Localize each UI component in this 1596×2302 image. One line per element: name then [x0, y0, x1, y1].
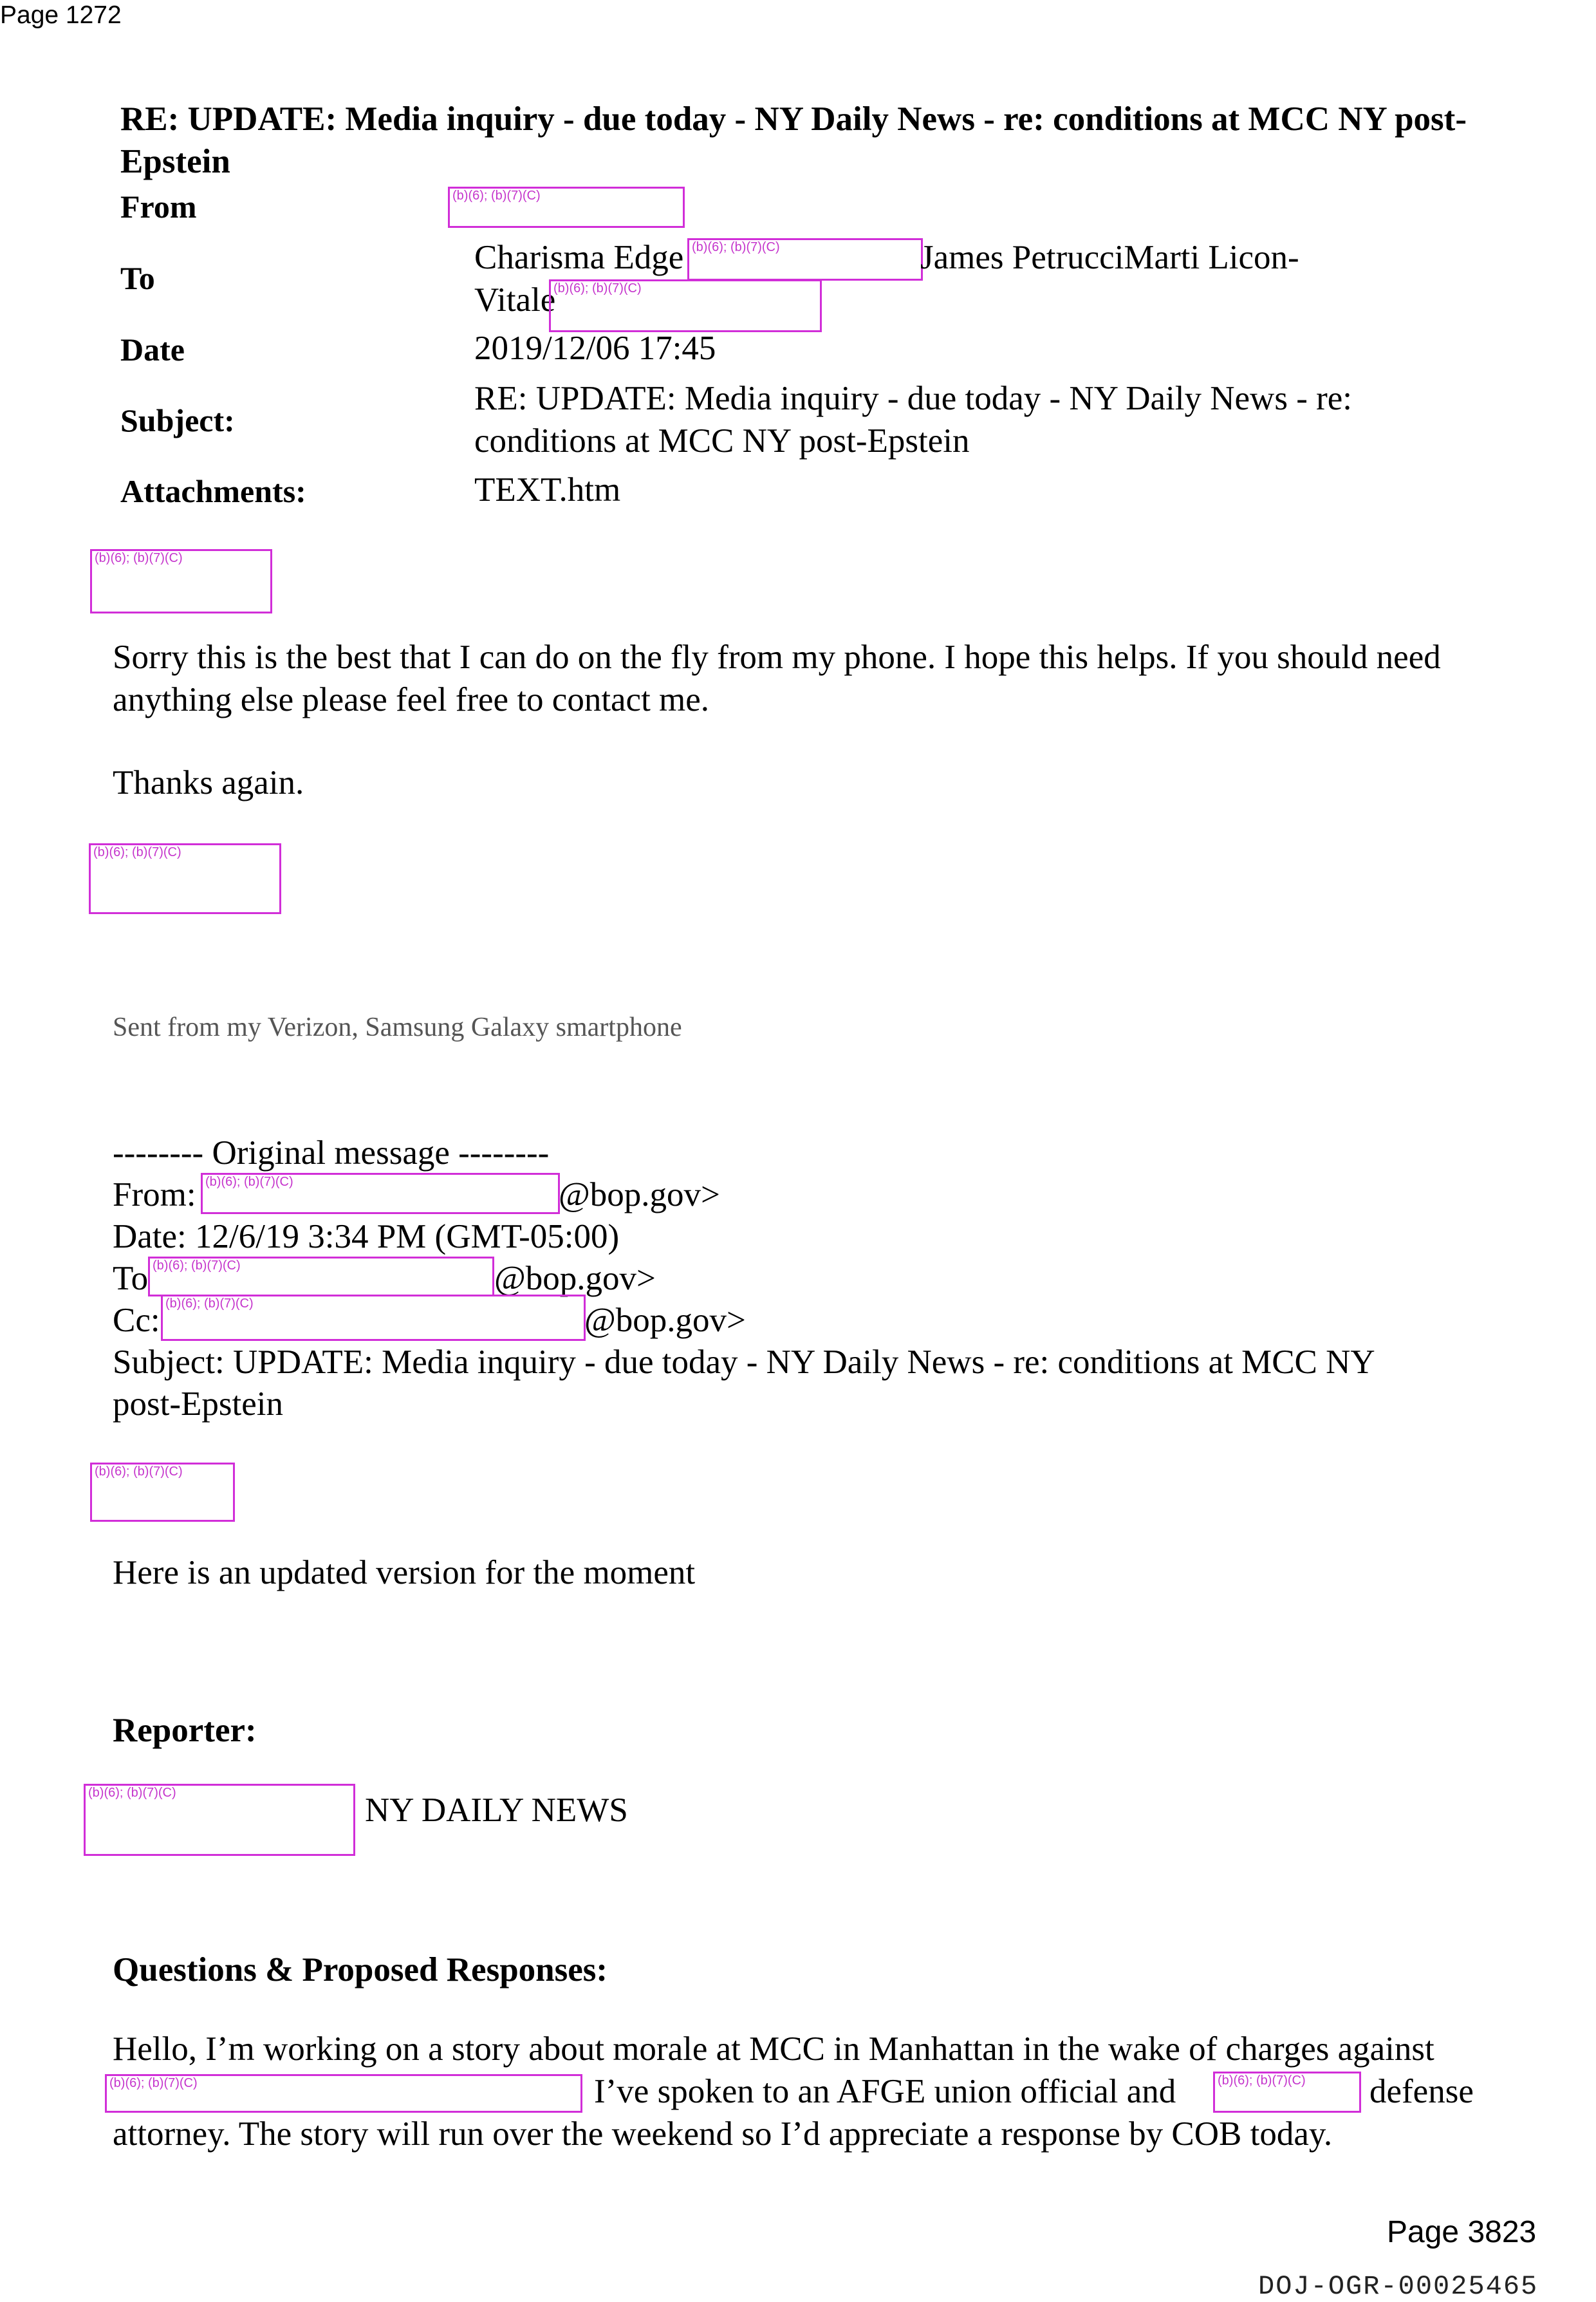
question-line-1: Hello, I’m working on a story about morale at MCC in Manhattan in the wake of charges against [113, 2030, 1434, 2068]
original-from-suffix: @bop.gov> [559, 1176, 720, 1213]
redaction-code: (b)(6); (b)(7)(C) [95, 1464, 183, 1479]
reply-line-1: Sorry this is the best that I can do on the fly from my phone. I hope this helps. If you should need [113, 639, 1441, 676]
redaction-code: (b)(6); (b)(7)(C) [692, 240, 780, 254]
to-value-line1-a: Charisma Edge [474, 239, 684, 276]
subject-value-line2: conditions at MCC NY post-Epstein [474, 422, 970, 460]
original-subject-line1: Subject: UPDATE: Media inquiry - due today - NY Daily News - re: conditions at MCC NY [113, 1343, 1375, 1381]
redaction-box [687, 238, 923, 281]
from-label: From [120, 189, 197, 225]
page-number-top: Page 1272 [0, 1, 122, 29]
redaction-code: (b)(6); (b)(7)(C) [1218, 2073, 1306, 2088]
redaction-box [448, 187, 685, 228]
reporter-outlet: NY DAILY NEWS [365, 1792, 628, 1829]
redaction-box [148, 1257, 494, 1296]
attachments-value: TEXT.htm [474, 471, 621, 509]
question-line-2-a: I’ve spoken to an AFGE union official and [594, 2073, 1176, 2110]
qa-label: Questions & Proposed Responses: [113, 1951, 608, 1989]
redaction-code: (b)(6); (b)(7)(C) [165, 1296, 254, 1311]
original-to-prefix: To [113, 1260, 149, 1297]
original-cc-prefix: Cc: [113, 1302, 160, 1339]
redaction-box [201, 1173, 560, 1214]
subject-label: Subject: [120, 402, 235, 438]
sent-from-signature: Sent from my Verizon, Samsung Galaxy smartphone [113, 1013, 682, 1042]
to-value-line1-b: James PetrucciMarti Licon- [920, 239, 1299, 276]
redaction-code: (b)(6); (b)(7)(C) [452, 189, 541, 203]
original-separator: -------- Original message -------- [113, 1134, 550, 1172]
date-value: 2019/12/06 17:45 [474, 330, 716, 367]
original-date: Date: 12/6/19 3:34 PM (GMT-05:00) [113, 1218, 620, 1255]
question-line-2-b: defense [1369, 2073, 1474, 2110]
reporter-label: Reporter: [113, 1712, 257, 1749]
reply-line-2: anything else please feel free to contact me. [113, 681, 710, 718]
redaction-box [90, 549, 272, 613]
document-id: DOJ-OGR-00025465 [1258, 2271, 1539, 2302]
subject-value-line1: RE: UPDATE: Media inquiry - due today - NY Daily News - re: [474, 380, 1352, 417]
redaction-box [1213, 2072, 1361, 2113]
redaction-code: (b)(6); (b)(7)(C) [95, 551, 183, 565]
redaction-code: (b)(6); (b)(7)(C) [553, 281, 642, 295]
original-from-prefix: From: [113, 1176, 196, 1213]
attachments-label: Attachments: [120, 473, 306, 509]
redaction-box [84, 1784, 355, 1856]
original-cc-suffix: @bop.gov> [584, 1302, 746, 1339]
email-title: RE: UPDATE: Media inquiry - due today - NY Daily News - re: conditions at MCC NY post-Epstein [120, 100, 1467, 180]
original-to-suffix: @bop.gov> [494, 1260, 656, 1297]
redaction-code: (b)(6); (b)(7)(C) [109, 2076, 198, 2090]
question-line-3: attorney. The story will run over the weekend so I’d appreciate a response by COB today. [113, 2115, 1333, 2153]
redaction-box [105, 2074, 582, 2113]
page-number-bottom: Page 3823 [1387, 2215, 1537, 2249]
original-subject-line2: post-Epstein [113, 1385, 283, 1423]
to-value-line2: Vitale [474, 281, 556, 319]
redaction-box [161, 1295, 586, 1341]
redaction-code: (b)(6); (b)(7)(C) [205, 1175, 293, 1189]
reply-thanks: Thanks again. [113, 764, 304, 801]
redaction-code: (b)(6); (b)(7)(C) [93, 845, 181, 859]
redaction-box [549, 279, 822, 332]
to-label: To [120, 260, 155, 296]
redaction-code: (b)(6); (b)(7)(C) [88, 1786, 176, 1800]
redaction-code: (b)(6); (b)(7)(C) [153, 1259, 241, 1273]
date-label: Date [120, 332, 185, 368]
redaction-box [90, 1463, 235, 1522]
redaction-box [89, 843, 281, 914]
updated-version-text: Here is an updated version for the moment [113, 1554, 696, 1591]
